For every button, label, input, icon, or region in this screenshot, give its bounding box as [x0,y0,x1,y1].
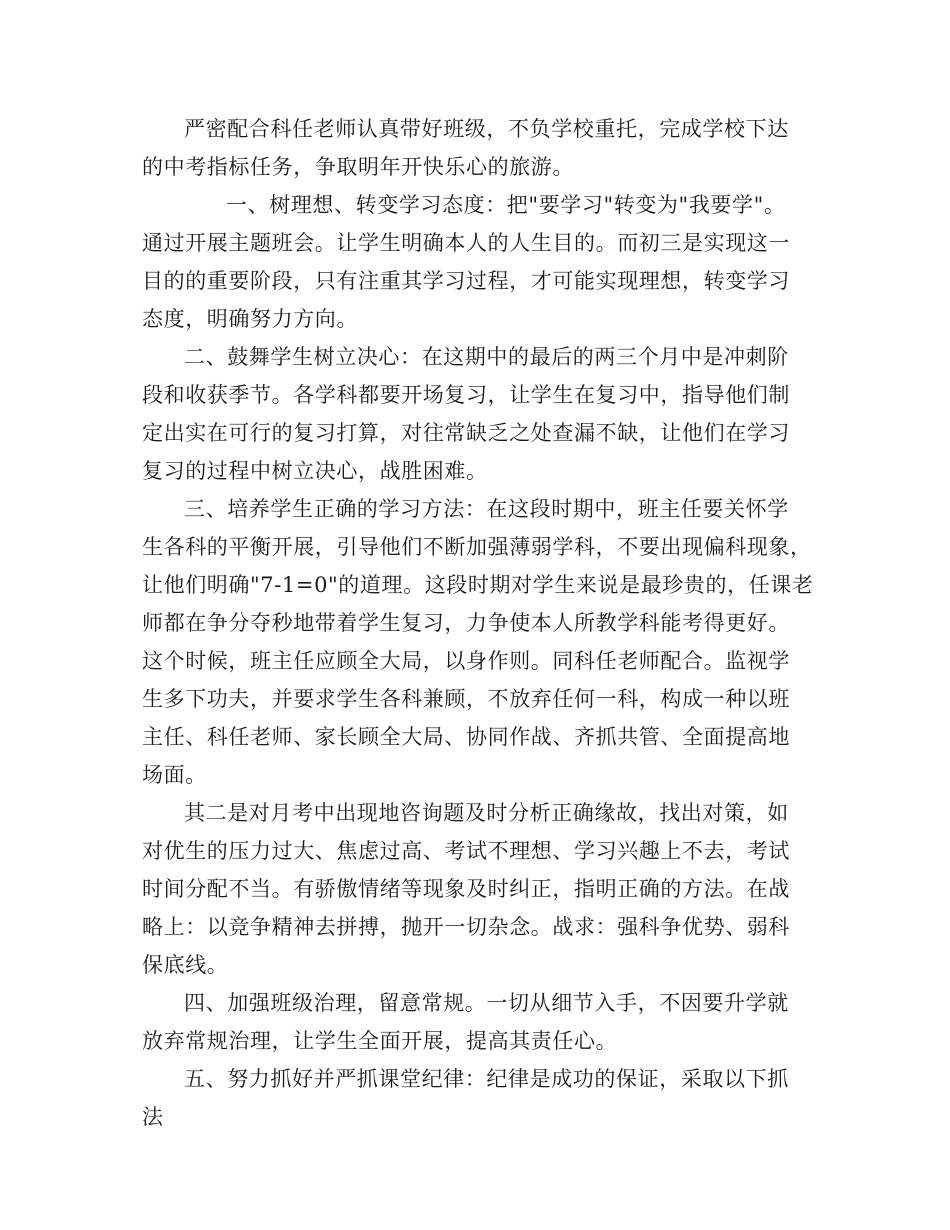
paragraph-line: 段和收获季节。各学科都要开场复习，让学生在复习中，指导他们制 [142,383,790,407]
paragraph-line: 放弃常规治理，让学生全面开展，提高其责任心。 [142,1029,618,1053]
paragraph-line: 定出实在可行的复习打算，对往常缺乏之处查漏不缺，让他们在学习 [142,421,790,445]
section-heading-line: 二、鼓舞学生树立决心：在这期中的最后的两三个月中是冲刺阶 [184,345,789,369]
paragraph-line: 场面。 [142,763,207,787]
section-heading-line: 五、努力抓好并严抓课堂纪律：纪律是成功的保证，采取以下抓 [184,1067,789,1091]
paragraph-line: 严密配合科任老师认真带好班级，不负学校重托，完成学校下达 [184,117,789,141]
paragraph-line: 的中考指标任务，争取明年开快乐心的旅游。 [142,155,574,179]
paragraph-line: 师都在争分夺秒地带着学生复习，力争使本人所教学科能考得更好。 [142,611,790,635]
paragraph-line: 让他们明确"7-1=0"的道理。这段时期对学生来说是最珍贵的，任课老 [142,573,814,597]
paragraph-line: 态度，明确努力方向。 [142,307,358,331]
paragraph-line: 对优生的压力过大、焦虑过高、考试不理想、学习兴趣上不去，考试 [142,839,790,863]
paragraph-line: 时间分配不当。有骄傲情绪等现象及时纠正，指明正确的方法。在战 [142,877,790,901]
paragraph-line: 通过开展主题班会。让学生明确本人的人生目的。而初三是实现这一 [142,231,790,255]
section-heading-line: 一、树理想、转变学习态度：把"要学习"转变为"我要学"。 [226,193,786,217]
paragraph-line: 其二是对月考中出现地咨询题及时分析正确缘故，找出对策，如 [184,801,789,825]
paragraph-line: 生各科的平衡开展，引导他们不断加强薄弱学科，不要出现偏科现象， [142,535,812,559]
paragraph-line: 主任、科任老师、家长顾全大局、协同作战、齐抓共管、全面提高地 [142,725,790,749]
paragraph-line: 这个时候，班主任应顾全大局，以身作则。同科任老师配合。监视学 [142,649,790,673]
paragraph-line: 略上：以竞争精神去拼搏，抛开一切杂念。战求：强科争优势、弱科 [142,915,790,939]
paragraph-line: 生多下功夫，并要求学生各科兼顾，不放弃任何一科，构成一种以班 [142,687,790,711]
paragraph-line: 法 [142,1105,164,1129]
document-body [142,110,812,1136]
section-heading-line: 三、培养学生正确的学习方法：在这段时期中，班主任要关怀学 [184,497,789,521]
paragraph-line: 目的的重要阶段，只有注重其学习过程，才可能实现理想，转变学习 [142,269,790,293]
paragraph-line: 复习的过程中树立决心，战胜困难。 [142,459,488,483]
section-heading-line: 四、加强班级治理，留意常规。一切从细节入手，不因要升学就 [184,991,789,1015]
paragraph-line: 保底线。 [142,953,229,977]
